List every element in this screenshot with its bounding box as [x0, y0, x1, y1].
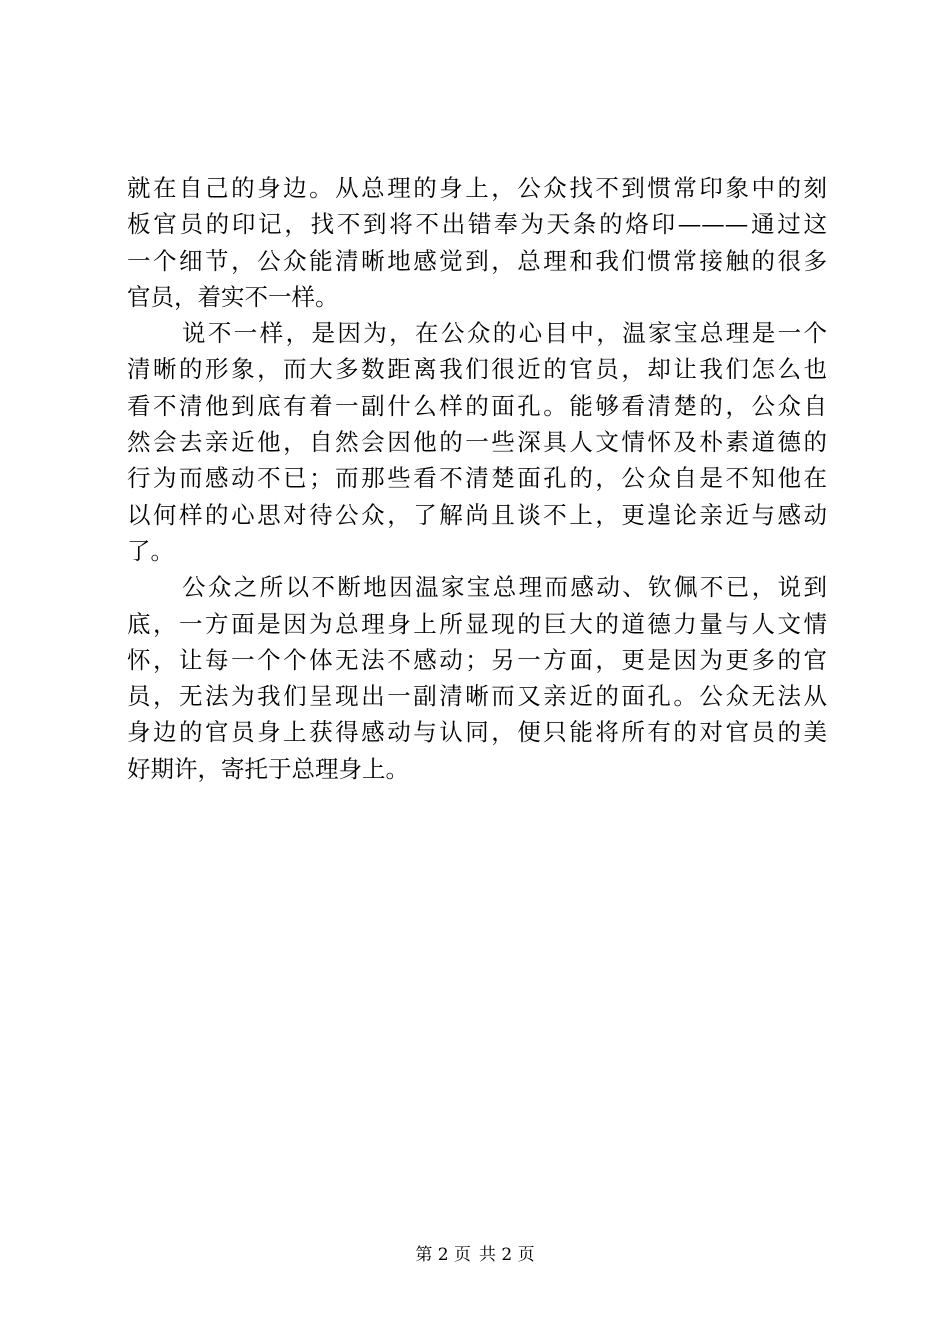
paragraph-2-line-7: 了。: [127, 536, 174, 565]
paragraph-3-line-6: 好期许，寄托于总理身上。: [127, 754, 409, 783]
paragraph-1-line-3: 一个细节，公众能清晰地感觉到，总理和我们惯常接触的很多: [127, 246, 827, 275]
paragraph-2-line-6: 以何样的心思对待公众，了解尚且谈不上，更遑论亲近与感动: [127, 500, 827, 529]
paragraph-1-line-1: 就在自己的身边。从总理的身上，公众找不到惯常印象中的刻: [127, 174, 827, 202]
paragraph-2-line-5: 行为而感动不已；而那些看不清楚面孔的，公众自是不知他在: [127, 464, 827, 493]
paragraph-3-line-4: 员，无法为我们呈现出一副清晰而又亲近的面孔。公众无法从: [127, 682, 827, 711]
total-pages-label: 共 2 页: [479, 1245, 535, 1265]
paragraph-2-line-1: 说不一样，是因为，在公众的心目中，温家宝总理是一个: [182, 319, 827, 348]
paragraph-2-line-4: 然会去亲近他，自然会因他的一些深具人文情怀及朴素道德的: [127, 428, 827, 457]
paragraph-2-line-2: 清晰的形象，而大多数距离我们很近的官员，却让我们怎么也: [127, 355, 827, 384]
page-footer: [0, 1243, 950, 1267]
paragraph-3-line-3: 怀，让每一个个体无法不感动；另一方面，更是因为更多的官: [127, 645, 827, 674]
paragraph-3-line-2: 底，一方面是因为总理身上所显现的巨大的道德力量与人文情: [127, 609, 827, 638]
paragraph-3-line-1: 公众之所以不断地因温家宝总理而感动、钦佩不已，说到: [182, 573, 827, 602]
paragraph-1-line-2: 板官员的印记，找不到将不出错奉为天条的烙印———通过这: [127, 210, 827, 239]
page-number-label: 第 2 页: [415, 1245, 471, 1265]
document-body: [127, 170, 827, 787]
paragraph-1-line-4: 官员，着实不一样。: [127, 282, 339, 311]
paragraph-3-line-5: 身边的官员身上获得感动与认同，便只能将所有的对官员的美: [127, 718, 827, 747]
paragraph-2-line-3: 看不清他到底有着一副什么样的面孔。能够看清楚的，公众自: [127, 391, 827, 420]
